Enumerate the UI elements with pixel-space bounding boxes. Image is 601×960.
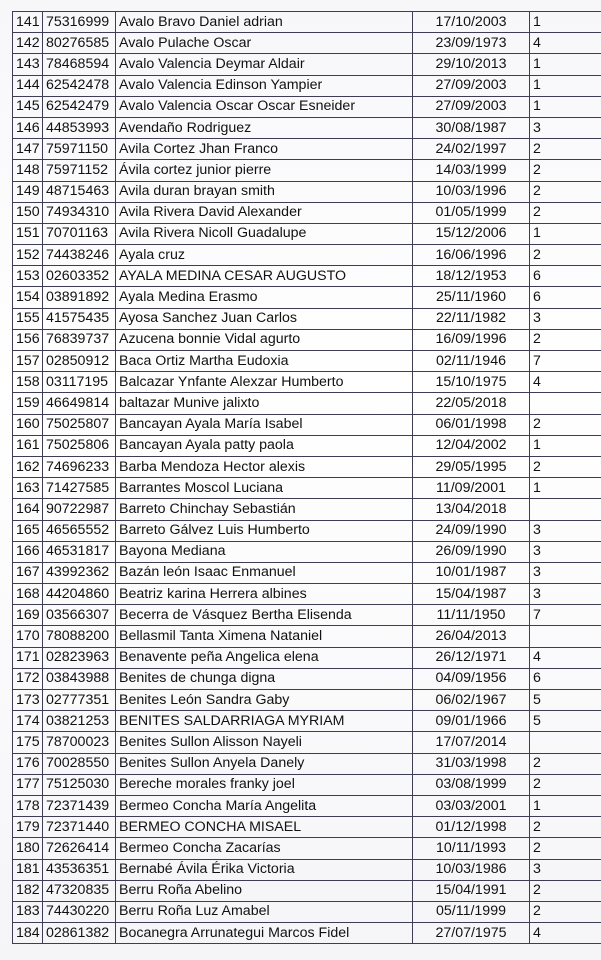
full-name-cell: Bermeo Concha Zacarías [116, 838, 413, 859]
age-cell-cropped: 2 [530, 245, 601, 266]
birth-date-cell: 14/03/1999 [413, 160, 530, 181]
birth-date-cell: 15/04/1987 [413, 584, 530, 605]
age-cell-cropped: 3 [530, 520, 601, 541]
full-name-cell: Barreto Chinchay Sebastián [116, 499, 413, 520]
birth-date-cell: 16/06/1996 [413, 245, 530, 266]
age-cell-cropped: 3 [530, 308, 601, 329]
dni-cell: 44853993 [43, 117, 116, 138]
birth-date-cell: 31/03/1998 [413, 753, 530, 774]
table-row [13, 817, 601, 838]
row-number-cell: 178 [13, 795, 43, 816]
full-name-cell: Bancayan Ayala patty paola [116, 435, 413, 456]
birth-date-cell: 13/04/2018 [413, 499, 530, 520]
table-row [13, 245, 601, 266]
full-name-cell: Avila duran brayan smith [116, 181, 413, 202]
row-number-cell: 177 [13, 774, 43, 795]
birth-date-cell: 26/09/1990 [413, 541, 530, 562]
table-row [13, 96, 601, 117]
row-number-cell: 180 [13, 838, 43, 859]
age-cell-cropped: 1 [530, 96, 601, 117]
birth-date-cell: 29/10/2013 [413, 54, 530, 75]
dni-cell: 62542479 [43, 96, 116, 117]
table-row [13, 880, 601, 901]
row-number-cell: 154 [13, 287, 43, 308]
dni-cell: 03821253 [43, 711, 116, 732]
age-cell-cropped: 3 [530, 584, 601, 605]
full-name-cell: Balcazar Ynfante Alexzar Humberto [116, 372, 413, 393]
row-number-cell: 147 [13, 139, 43, 160]
full-name-cell: Ayala Medina Erasmo [116, 287, 413, 308]
age-cell-cropped: 4 [530, 372, 601, 393]
full-name-cell: Benavente peña Angelica elena [116, 647, 413, 668]
table-row [13, 923, 601, 944]
age-cell-cropped: 1 [530, 223, 601, 244]
dni-cell: 46531817 [43, 541, 116, 562]
age-cell-cropped: 1 [530, 12, 601, 33]
dni-cell: 02861382 [43, 923, 116, 944]
dni-cell: 02850912 [43, 351, 116, 372]
table-row [13, 605, 601, 626]
full-name-cell: Benites Sullon Anyela Danely [116, 753, 413, 774]
dni-cell: 74438246 [43, 245, 116, 266]
table-row [13, 901, 601, 922]
birth-date-cell: 12/04/2002 [413, 435, 530, 456]
row-number-cell: 146 [13, 117, 43, 138]
age-cell-cropped: 7 [530, 605, 601, 626]
dni-cell: 75971150 [43, 139, 116, 160]
birth-date-cell: 10/03/1986 [413, 859, 530, 880]
table-row [13, 181, 601, 202]
table-row [13, 456, 601, 477]
full-name-cell: Bellasmil Tanta Ximena Nataniel [116, 626, 413, 647]
full-name-cell: Barreto Gálvez Luis Humberto [116, 520, 413, 541]
age-cell-cropped: 7 [530, 351, 601, 372]
roster-table-body [13, 12, 601, 944]
table-row [13, 859, 601, 880]
birth-date-cell: 29/05/1995 [413, 456, 530, 477]
full-name-cell: Bazán león Isaac Enmanuel [116, 562, 413, 583]
row-number-cell: 182 [13, 880, 43, 901]
full-name-cell: Ayosa Sanchez Juan Carlos [116, 308, 413, 329]
full-name-cell: Ávila cortez junior pierre [116, 160, 413, 181]
table-row [13, 774, 601, 795]
birth-date-cell: 15/10/1975 [413, 372, 530, 393]
dni-cell: 48715463 [43, 181, 116, 202]
dni-cell: 43992362 [43, 562, 116, 583]
table-row [13, 329, 601, 350]
age-cell-cropped: 1 [530, 54, 601, 75]
age-cell-cropped: 2 [530, 414, 601, 435]
age-cell-cropped: 2 [530, 774, 601, 795]
dni-cell: 90722987 [43, 499, 116, 520]
age-cell-cropped: 3 [530, 117, 601, 138]
row-number-cell: 183 [13, 901, 43, 922]
age-cell-cropped: 2 [530, 901, 601, 922]
birth-date-cell: 03/08/1999 [413, 774, 530, 795]
row-number-cell: 148 [13, 160, 43, 181]
dni-cell: 44204860 [43, 584, 116, 605]
full-name-cell: Baca Ortiz Martha Eudoxia [116, 351, 413, 372]
table-row [13, 139, 601, 160]
birth-date-cell: 17/10/2003 [413, 12, 530, 33]
dni-cell: 78700023 [43, 732, 116, 753]
full-name-cell: Bancayan Ayala María Isabel [116, 414, 413, 435]
row-number-cell: 175 [13, 732, 43, 753]
full-name-cell: Bernabé Ávila Érika Victoria [116, 859, 413, 880]
full-name-cell: Avalo Pulache Oscar [116, 33, 413, 54]
birth-date-cell: 11/09/2001 [413, 478, 530, 499]
row-number-cell: 152 [13, 245, 43, 266]
row-number-cell: 144 [13, 75, 43, 96]
dni-cell: 72371439 [43, 795, 116, 816]
dni-cell: 41575435 [43, 308, 116, 329]
table-row [13, 626, 601, 647]
table-row [13, 541, 601, 562]
full-name-cell: Avalo Bravo Daniel adrian [116, 12, 413, 33]
table-row [13, 160, 601, 181]
birth-date-cell: 18/12/1953 [413, 266, 530, 287]
row-number-cell: 164 [13, 499, 43, 520]
birth-date-cell: 27/09/2003 [413, 96, 530, 117]
age-cell-cropped: 2 [530, 753, 601, 774]
full-name-cell: Benites de chunga digna [116, 668, 413, 689]
full-name-cell: Benites Sullon Alisson Nayeli [116, 732, 413, 753]
table-row [13, 478, 601, 499]
table-row [13, 223, 601, 244]
age-cell-cropped: 2 [530, 139, 601, 160]
age-cell-cropped: 5 [530, 690, 601, 711]
birth-date-cell: 23/09/1973 [413, 33, 530, 54]
age-cell-cropped: 3 [530, 541, 601, 562]
dni-cell: 03566307 [43, 605, 116, 626]
full-name-cell: Avila Rivera David Alexander [116, 202, 413, 223]
age-cell-cropped: 1 [530, 75, 601, 96]
table-row [13, 795, 601, 816]
table-row [13, 202, 601, 223]
dni-cell: 72626414 [43, 838, 116, 859]
full-name-cell: Avila Cortez Jhan Franco [116, 139, 413, 160]
birth-date-cell: 11/11/1950 [413, 605, 530, 626]
row-number-cell: 173 [13, 690, 43, 711]
full-name-cell: BERMEO CONCHA MISAEL [116, 817, 413, 838]
row-number-cell: 172 [13, 668, 43, 689]
age-cell-cropped: 1 [530, 435, 601, 456]
dni-cell: 46649814 [43, 393, 116, 414]
full-name-cell: Bermeo Concha María Angelita [116, 795, 413, 816]
age-cell-cropped: 5 [530, 711, 601, 732]
dni-cell: 03843988 [43, 668, 116, 689]
row-number-cell: 151 [13, 223, 43, 244]
dni-cell: 78088200 [43, 626, 116, 647]
table-row [13, 562, 601, 583]
row-number-cell: 181 [13, 859, 43, 880]
birth-date-cell: 10/01/1987 [413, 562, 530, 583]
dni-cell: 72371440 [43, 817, 116, 838]
birth-date-cell: 26/12/1971 [413, 647, 530, 668]
dni-cell: 02603352 [43, 266, 116, 287]
birth-date-cell: 05/11/1999 [413, 901, 530, 922]
dni-cell: 46565552 [43, 520, 116, 541]
age-cell-cropped: 2 [530, 202, 601, 223]
table-row [13, 732, 601, 753]
age-cell-cropped: 1 [530, 478, 601, 499]
age-cell-cropped: 3 [530, 859, 601, 880]
dni-cell: 75125030 [43, 774, 116, 795]
birth-date-cell: 27/07/1975 [413, 923, 530, 944]
dni-cell: 71427585 [43, 478, 116, 499]
age-cell-cropped: 4 [530, 33, 601, 54]
row-number-cell: 156 [13, 329, 43, 350]
row-number-cell: 162 [13, 456, 43, 477]
table-row [13, 584, 601, 605]
full-name-cell: Bocanegra Arrunategui Marcos Fidel [116, 923, 413, 944]
birth-date-cell: 15/12/2006 [413, 223, 530, 244]
full-name-cell: Barba Mendoza Hector alexis [116, 456, 413, 477]
row-number-cell: 149 [13, 181, 43, 202]
row-number-cell: 157 [13, 351, 43, 372]
birth-date-cell: 06/02/1967 [413, 690, 530, 711]
table-row [13, 711, 601, 732]
row-number-cell: 174 [13, 711, 43, 732]
age-cell-cropped: 2 [530, 838, 601, 859]
table-row [13, 54, 601, 75]
birth-date-cell: 10/03/1996 [413, 181, 530, 202]
age-cell-cropped: 6 [530, 668, 601, 689]
full-name-cell: Berru Roña Luz Amabel [116, 901, 413, 922]
full-name-cell: AYALA MEDINA CESAR AUGUSTO [116, 266, 413, 287]
age-cell-cropped: 1 [530, 795, 601, 816]
table-row [13, 668, 601, 689]
row-number-cell: 170 [13, 626, 43, 647]
table-row [13, 753, 601, 774]
age-cell-cropped: 2 [530, 456, 601, 477]
dni-cell: 76839737 [43, 329, 116, 350]
full-name-cell: Avalo Valencia Deymar Aldair [116, 54, 413, 75]
age-cell-cropped: 4 [530, 923, 601, 944]
birth-date-cell: 24/02/1997 [413, 139, 530, 160]
birth-date-cell: 02/11/1946 [413, 351, 530, 372]
dni-cell: 47320835 [43, 880, 116, 901]
birth-date-cell: 06/01/1998 [413, 414, 530, 435]
birth-date-cell: 24/09/1990 [413, 520, 530, 541]
full-name-cell: Becerra de Vásquez Bertha Elisenda [116, 605, 413, 626]
dni-cell: 03891892 [43, 287, 116, 308]
table-row [13, 690, 601, 711]
table-row [13, 308, 601, 329]
age-cell-cropped: 3 [530, 562, 601, 583]
dni-cell: 75316999 [43, 12, 116, 33]
dni-cell: 43536351 [43, 859, 116, 880]
dni-cell: 75971152 [43, 160, 116, 181]
full-name-cell: Avalo Valencia Oscar Oscar Esneider [116, 96, 413, 117]
full-name-cell: Avalo Valencia Edinson Yampier [116, 75, 413, 96]
birth-date-cell: 10/11/1993 [413, 838, 530, 859]
table-row [13, 117, 601, 138]
row-number-cell: 163 [13, 478, 43, 499]
row-number-cell: 160 [13, 414, 43, 435]
dni-cell: 80276585 [43, 33, 116, 54]
row-number-cell: 167 [13, 562, 43, 583]
birth-date-cell: 26/04/2013 [413, 626, 530, 647]
dni-cell: 70701163 [43, 223, 116, 244]
dni-cell: 75025807 [43, 414, 116, 435]
age-cell-cropped: 6 [530, 287, 601, 308]
birth-date-cell: 17/07/2014 [413, 732, 530, 753]
age-cell-cropped: 2 [530, 880, 601, 901]
table-row [13, 33, 601, 54]
row-number-cell: 142 [13, 33, 43, 54]
table-row [13, 287, 601, 308]
table-row [13, 414, 601, 435]
age-cell-cropped [530, 626, 601, 647]
age-cell-cropped: 4 [530, 647, 601, 668]
table-row [13, 838, 601, 859]
birth-date-cell: 15/04/1991 [413, 880, 530, 901]
row-number-cell: 161 [13, 435, 43, 456]
birth-date-cell: 22/11/1982 [413, 308, 530, 329]
full-name-cell: BENITES SALDARRIAGA MYRIAM [116, 711, 413, 732]
dni-cell: 74934310 [43, 202, 116, 223]
age-cell-cropped: 2 [530, 160, 601, 181]
table-row [13, 435, 601, 456]
dni-cell: 74696233 [43, 456, 116, 477]
age-cell-cropped: 2 [530, 181, 601, 202]
row-number-cell: 166 [13, 541, 43, 562]
row-number-cell: 158 [13, 372, 43, 393]
roster-table [12, 11, 601, 944]
age-cell-cropped: 2 [530, 329, 601, 350]
birth-date-cell: 04/09/1956 [413, 668, 530, 689]
full-name-cell: Beatriz karina Herrera albines [116, 584, 413, 605]
dni-cell: 02777351 [43, 690, 116, 711]
dni-cell: 74430220 [43, 901, 116, 922]
row-number-cell: 145 [13, 96, 43, 117]
full-name-cell: Berru Roña Abelino [116, 880, 413, 901]
birth-date-cell: 03/03/2001 [413, 795, 530, 816]
table-row [13, 372, 601, 393]
dni-cell: 75025806 [43, 435, 116, 456]
dni-cell: 78468594 [43, 54, 116, 75]
table-row [13, 499, 601, 520]
birth-date-cell: 27/09/2003 [413, 75, 530, 96]
row-number-cell: 169 [13, 605, 43, 626]
dni-cell: 03117195 [43, 372, 116, 393]
dni-cell: 70028550 [43, 753, 116, 774]
birth-date-cell: 01/12/1998 [413, 817, 530, 838]
row-number-cell: 176 [13, 753, 43, 774]
row-number-cell: 143 [13, 54, 43, 75]
row-number-cell: 171 [13, 647, 43, 668]
full-name-cell: Ayala cruz [116, 245, 413, 266]
row-number-cell: 141 [13, 12, 43, 33]
age-cell-cropped [530, 393, 601, 414]
table-row [13, 75, 601, 96]
table-row [13, 393, 601, 414]
full-name-cell: Avendaño Rodriguez [116, 117, 413, 138]
row-number-cell: 153 [13, 266, 43, 287]
row-number-cell: 155 [13, 308, 43, 329]
age-cell-cropped [530, 499, 601, 520]
age-cell-cropped [530, 732, 601, 753]
birth-date-cell: 25/11/1960 [413, 287, 530, 308]
row-number-cell: 168 [13, 584, 43, 605]
birth-date-cell: 01/05/1999 [413, 202, 530, 223]
row-number-cell: 159 [13, 393, 43, 414]
table-row [13, 351, 601, 372]
table-row [13, 266, 601, 287]
birth-date-cell: 30/08/1987 [413, 117, 530, 138]
full-name-cell: Bayona Mediana [116, 541, 413, 562]
age-cell-cropped: 2 [530, 817, 601, 838]
table-row [13, 12, 601, 33]
birth-date-cell: 16/09/1996 [413, 329, 530, 350]
birth-date-cell: 09/01/1966 [413, 711, 530, 732]
full-name-cell: Bereche morales franky joel [116, 774, 413, 795]
full-name-cell: Barrantes Moscol Luciana [116, 478, 413, 499]
full-name-cell: Azucena bonnie Vidal agurto [116, 329, 413, 350]
row-number-cell: 165 [13, 520, 43, 541]
dni-cell: 62542478 [43, 75, 116, 96]
row-number-cell: 150 [13, 202, 43, 223]
row-number-cell: 184 [13, 923, 43, 944]
table-row [13, 520, 601, 541]
dni-cell: 02823963 [43, 647, 116, 668]
full-name-cell: Benites León Sandra Gaby [116, 690, 413, 711]
birth-date-cell: 22/05/2018 [413, 393, 530, 414]
full-name-cell: Avila Rivera Nicoll Guadalupe [116, 223, 413, 244]
age-cell-cropped: 6 [530, 266, 601, 287]
row-number-cell: 179 [13, 817, 43, 838]
table-row [13, 647, 601, 668]
full-name-cell: baltazar Munive jalixto [116, 393, 413, 414]
